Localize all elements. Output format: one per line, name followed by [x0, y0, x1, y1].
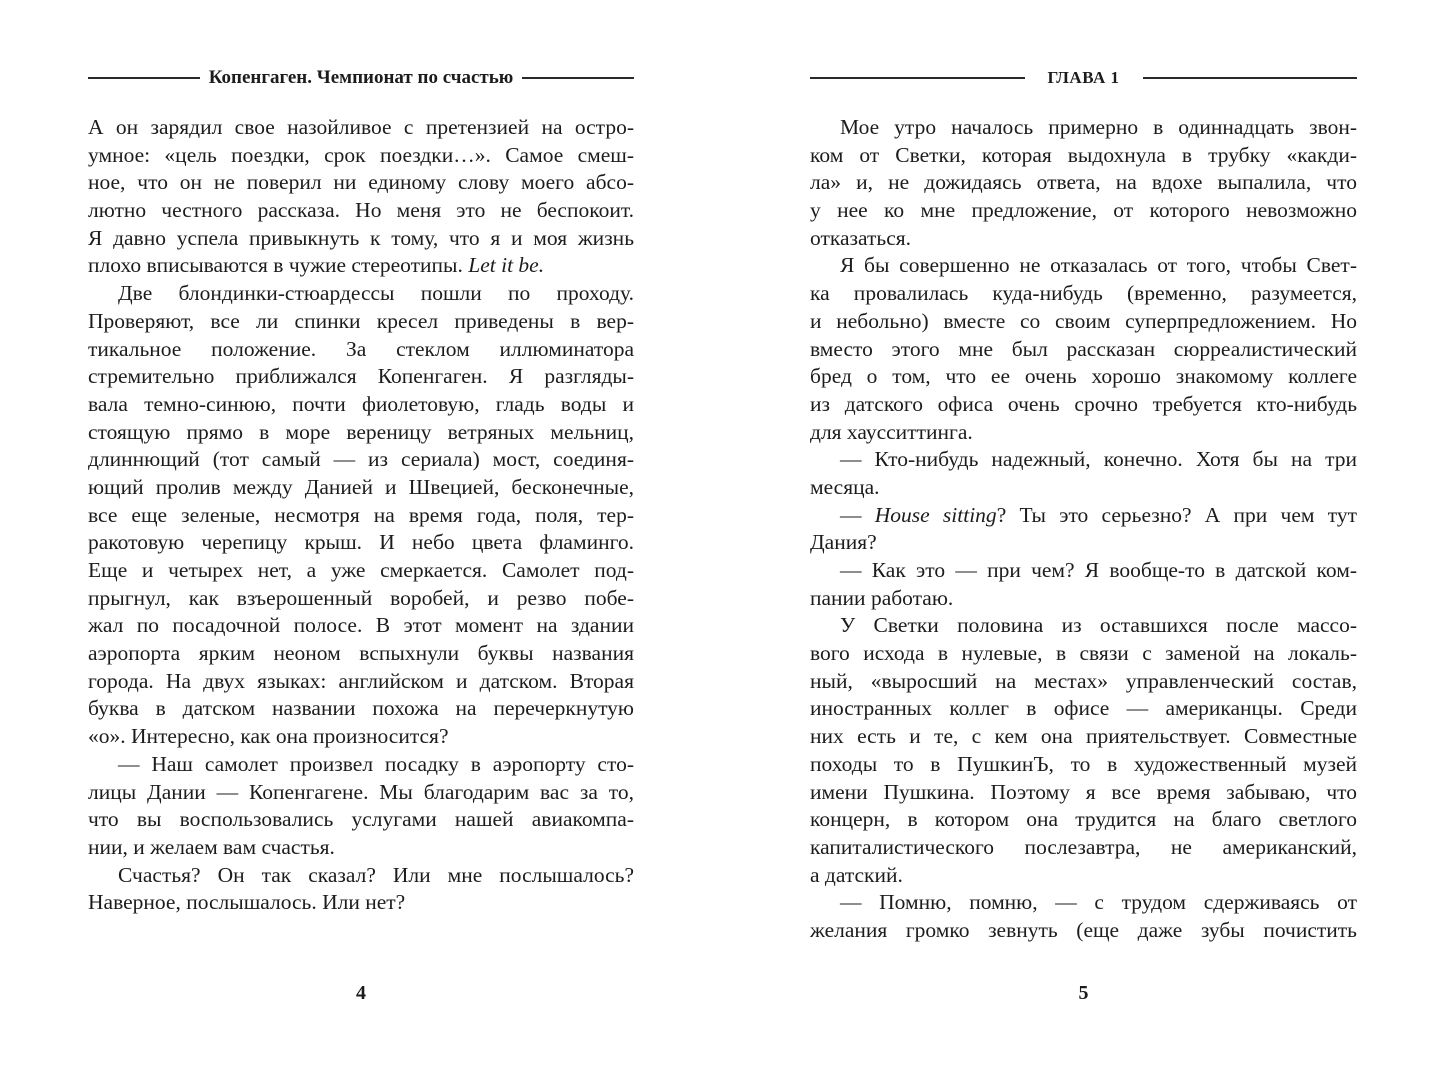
page-number: 4 [356, 982, 366, 1004]
text-line [88, 252, 634, 280]
paragraph [88, 280, 634, 751]
paragraph [810, 889, 1357, 944]
paragraph [810, 502, 1357, 557]
text-line: Еще и четырех нет, а уже смеркается. Самолет под- [88, 558, 634, 582]
header-rule-right [522, 77, 634, 79]
right-page [810, 0, 1357, 1066]
text-line: у нее ко мне предложение, от которого невозможно [810, 198, 1357, 223]
text-segment: — [840, 502, 875, 527]
text-line: города. На двух языках: английском и датском. Вторая [88, 668, 634, 693]
paragraph [810, 612, 1357, 889]
text-line: умное: «цель поездки, срок поездки…». Самое смеш- [88, 142, 634, 167]
chapter-title: ГЛАВА 1 [1047, 68, 1120, 87]
text-line: все еще зеленые, несмотря на время года, поля, тер- [88, 502, 634, 527]
text-line: походы то в ПушкинЪ, то в художественный музей [810, 751, 1357, 776]
text-line: вместо этого мне был рассказан сюрреалистический [810, 336, 1357, 361]
text-line: стоящую прямо в море вереницу ветряных мельниц, [88, 419, 634, 444]
text-line: Я давно успела привыкнуть к тому, что я и моя жизнь [88, 225, 634, 250]
text-line: «о». Интересно, как она произносится? [88, 724, 449, 749]
text-line: ла» и, не дожидаясь ответа, на вдохе выпалила, что [810, 170, 1357, 195]
text-line: а датский. [810, 862, 903, 887]
text-line: отказаться. [810, 225, 912, 250]
text-line: имени Пушкина. Поэтому я все время забываю, что [810, 779, 1357, 804]
text-line: них есть и те, с кем она приятельствует. Совместные [810, 724, 1357, 749]
text-line: Две блондинки-стюардессы пошли по проходу. [118, 281, 634, 306]
text-line: ющий пролив между Данией и Швецией, бесконечные, [88, 474, 634, 499]
text-line: пании работаю. [810, 585, 954, 610]
header-rule-left [810, 77, 1025, 79]
text-line: — Как это — при чем? Я вообще-то в датской ком- [840, 558, 1357, 582]
paragraph [810, 114, 1357, 252]
paragraph [810, 446, 1357, 501]
header-rule-left [88, 77, 200, 79]
text-line: иностранных коллег в офисе — американцы. Среди [810, 696, 1357, 721]
italic-text: Let it be. [468, 253, 545, 278]
text-line: и небольно) вместе со своим суперпредложением. Но [810, 308, 1357, 333]
paragraph [88, 751, 634, 862]
text-line: вого исхода в нулевые, в связи с заменой на локаль- [810, 641, 1357, 666]
text-line: вала темно-синюю, почти фиолетовую, гладь воды и [88, 391, 634, 416]
text-line: — Наш самолет произвел посадку в аэропорту сто- [118, 751, 634, 776]
text-line: Мое утро началось примерно в одиннадцать звон- [840, 115, 1357, 139]
text-line: стремительно приближался Копенгаген. Я разгляды- [88, 364, 634, 389]
paragraph [810, 557, 1357, 612]
text-line: лютно честного рассказа. Но меня это не беспокоит. [88, 198, 634, 223]
paragraph [88, 114, 634, 280]
text-line: из датского офиса очень срочно требуется кто-нибудь [810, 391, 1357, 416]
text-line: ное, что он не поверил ни единому слову моего абсо- [88, 170, 634, 195]
text-segment: плохо вписываются в чужие стереотипы. [88, 253, 469, 278]
text-line: Дания? [810, 530, 877, 555]
text-line: жал по посадочной полосе. В этот момент на здании [88, 613, 634, 638]
text-line: капиталистического послезавтра, не американский, [810, 834, 1357, 859]
page-text [810, 114, 1357, 945]
text-line [810, 502, 1357, 530]
text-line: ный, «выросший на местах» управленческий состав, [810, 668, 1357, 693]
text-line: тикальное положение. За стеклом иллюминатора [88, 336, 634, 361]
text-line: месяца. [810, 474, 880, 499]
text-line: желания громко зевнуть (еще даже зубы почистить [810, 917, 1357, 942]
text-line: Проверяют, все ли спинки кресел приведены в вер- [88, 308, 634, 333]
text-line: — Помню, помню, — с трудом сдерживаясь от [840, 890, 1357, 915]
text-line: Счастья? Он так сказал? Или мне послышалось? [118, 862, 634, 887]
text-line: концерн, в котором она трудится на благо светлого [810, 807, 1357, 832]
page-number: 5 [1078, 982, 1089, 1004]
text-line: Я бы совершенно не отказалась от того, чтобы Свет- [840, 253, 1357, 278]
text-line: длиннющий (тот самый — из сериала) мост, соединя- [88, 447, 634, 472]
text-line: что вы воспользовались услугами нашей авиакомпа- [88, 807, 634, 832]
paragraph [88, 862, 634, 917]
text-line: ком от Светки, которая выдохнула в трубку «какди- [810, 142, 1357, 167]
running-head-title: Копенгаген. Чемпионат по счастью [208, 67, 514, 88]
running-head [88, 66, 634, 90]
text-line: А он зарядил свое назойливое с претензией на остро- [88, 115, 634, 139]
text-line: — Кто-нибудь надежный, конечно. Хотя бы на три [840, 447, 1357, 472]
text-line: нии, и желаем вам счастья. [88, 834, 335, 859]
paragraph [810, 252, 1357, 446]
text-line: У Светки половина из оставшихся после массо- [840, 613, 1357, 638]
text-line: для хаусситтинга. [810, 419, 973, 444]
text-line: аэропорта ярким неоном вспыхнули буквы названия [88, 641, 634, 666]
text-line: ка провалилась куда-нибудь (временно, разумеется, [810, 281, 1357, 306]
chapter-head [810, 66, 1357, 90]
text-segment: ? Ты это серьезно? А при чем тут [996, 502, 1358, 527]
italic-text: House sitting [874, 502, 997, 527]
text-line: прыгнул, как взъерошенный воробей, и резво побе- [88, 585, 634, 610]
text-line: Наверное, послышалось. Или нет? [88, 890, 406, 915]
text-line: бред о том, что ее очень хорошо знакомому коллеге [810, 364, 1357, 389]
text-line: ракотовую черепицу крыш. И небо цвета фламинго. [88, 530, 634, 555]
header-rule-right [1143, 77, 1358, 79]
page-text [88, 114, 634, 917]
text-line: буква в датском названии похожа на перечеркнутую [88, 696, 634, 721]
text-line: лицы Дании — Копенгагене. Мы благодарим вас за то, [88, 779, 634, 804]
left-page [88, 0, 634, 1066]
